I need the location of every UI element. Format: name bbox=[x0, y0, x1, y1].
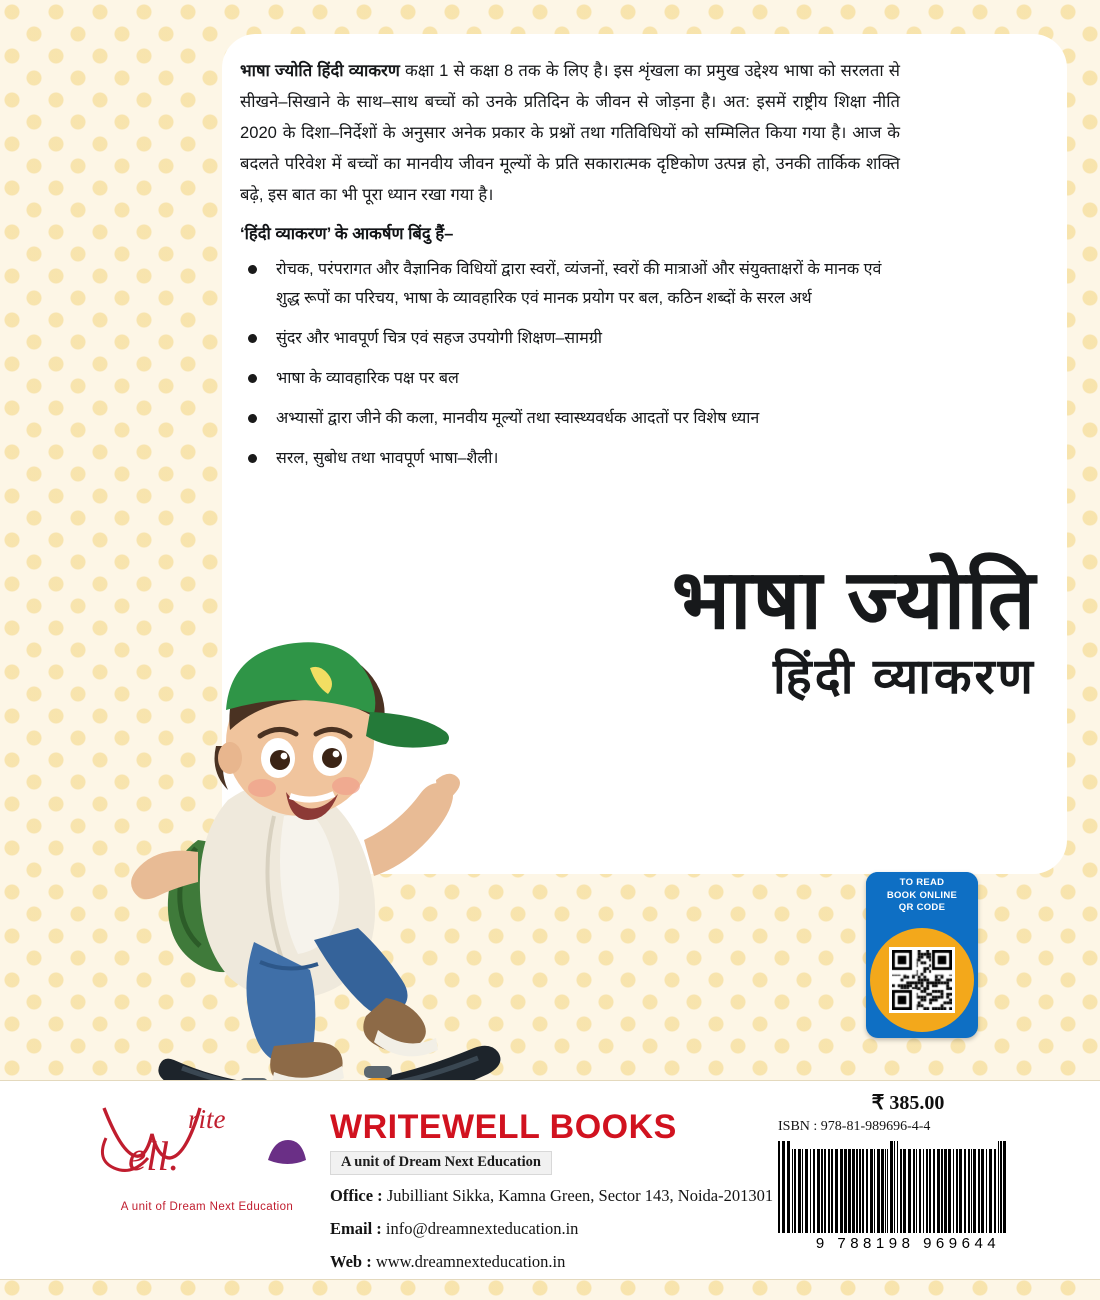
qr-code-icon[interactable] bbox=[889, 947, 955, 1013]
office-value: Jubilliant Sikka, Kamna Green, Sector 143, Noida-201301 bbox=[382, 1186, 774, 1205]
svg-text:ell.: ell. bbox=[128, 1133, 180, 1179]
intro-rest: कक्षा 1 से कक्षा 8 तक के लिए है। इस शृंखला का प्रमुख उद्देश्य भाषा को सरलता से सीखने–सिखाने के साथ–साथ बच्चों को उनके प्रतिदिन के जीवन से जोड़ना है। अत: इसमें राष्ट्रीय शिक्षा नीति 2020 के दिशा–निर्देशों के अनुसार अनेक प्रकार के प्रश्नों तथा गतिविधियों को सम्मिलित किया गया है। आज के बदलते परिवेश में बच्चों का मानवीय जीवन मूल्यों के प्रति सकारात्मक दृष्टिकोण उत्पन्न हो, उनकी तार्किक शक्ति बढ़े, इस बात का भी पूरा ध्यान रखा गया है। bbox=[240, 61, 901, 204]
intro-paragraph bbox=[240, 55, 900, 210]
qr-caption-line1: TO READ bbox=[899, 877, 945, 888]
isbn-label: ISBN : 978-81-989696-4-4 bbox=[778, 1119, 931, 1134]
qr-caption-line3: QR CODE bbox=[898, 902, 946, 913]
barcode-number: 9 788198 969644 bbox=[815, 1235, 1001, 1252]
qr-caption-line2: BOOK ONLINE bbox=[886, 889, 958, 901]
email-label: Email : bbox=[330, 1219, 382, 1238]
svg-text:rite: rite bbox=[188, 1104, 226, 1134]
boy-on-skateboard-illustration bbox=[78, 590, 578, 1090]
feature-list bbox=[240, 255, 900, 473]
writewell-logo bbox=[92, 1098, 322, 1213]
email-line bbox=[330, 1216, 850, 1241]
logo-tagline: A unit of Dream Next Education bbox=[120, 1201, 294, 1213]
book-title-main: भाषा ज्योति bbox=[671, 553, 1036, 646]
web-line bbox=[330, 1249, 850, 1274]
qr-badge[interactable] bbox=[866, 872, 978, 1038]
publisher-unit: A unit of Dream Next Education bbox=[330, 1151, 552, 1175]
email-value: info@dreamnexteducation.in bbox=[381, 1219, 579, 1238]
list-item: भाषा के व्यावहारिक पक्ष पर बल bbox=[240, 364, 900, 393]
price-isbn-block bbox=[778, 1090, 1038, 1252]
list-item: अभ्यासों द्वारा जीने की कला, मानवीय मूल्यों तथा स्वास्थ्यवर्धक आदतों पर विशेष ध्यान bbox=[240, 404, 900, 433]
price-label: ₹ 385.00 bbox=[871, 1092, 945, 1114]
points-heading: ‘हिंदी व्याकरण’ के आकर्षण बिंदु हैं– bbox=[240, 224, 454, 243]
office-label: Office : bbox=[330, 1186, 383, 1205]
qr-badge-caption bbox=[866, 872, 978, 918]
publisher-name: WRITEWELL BOOKS bbox=[330, 1108, 677, 1146]
web-value: www.dreamnexteducation.in bbox=[371, 1252, 566, 1271]
list-item: सुंदर और भावपूर्ण चित्र एवं सहज उपयोगी शिक्षण–सामग्री bbox=[240, 324, 900, 353]
publisher-block bbox=[330, 1108, 850, 1274]
office-line bbox=[330, 1183, 850, 1208]
web-label: Web : bbox=[330, 1252, 372, 1271]
list-item: रोचक, परंपरागत और वैज्ञानिक विधियों द्वारा स्वरों, व्यंजनों, स्वरों की मात्राओं और संयुक्ताक्षरों के मानक एवं शुद्ध रूपों का परिचय, भाषा के व्यावहारिक एवं मानक प्रयोग पर बल, कठिन शब्दों के सरल अर्थ bbox=[240, 255, 900, 313]
intro-lead: भाषा ज्योति हिंदी व्याकरण bbox=[240, 61, 400, 80]
book-title-sub: हिंदी व्याकरण bbox=[772, 650, 1036, 704]
logo-mark bbox=[92, 1098, 322, 1190]
description-block bbox=[240, 55, 900, 484]
barcode bbox=[778, 1141, 1038, 1233]
list-item: सरल, सुबोध तथा भावपूर्ण भाषा–शैली। bbox=[240, 444, 900, 473]
